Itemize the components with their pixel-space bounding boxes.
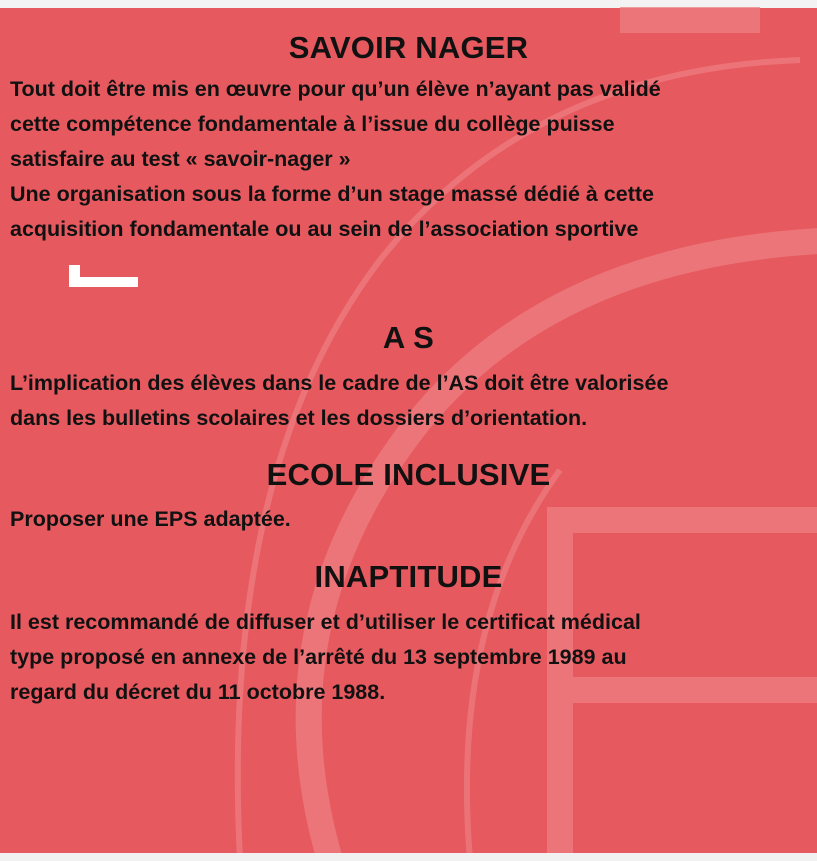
heading-inaptitude: INAPTITUDE xyxy=(314,559,503,594)
text-line: L’implication des élèves dans le cadre de l’AS doit être valorisée xyxy=(10,371,669,395)
content xyxy=(10,30,807,710)
text-line: type proposé en annexe de l’arrêté du 13 septembre 1989 au xyxy=(10,645,627,669)
bottom-border xyxy=(0,853,817,861)
text-line: Une organisation sous la forme d’un stage massé dédié à cette xyxy=(10,182,654,206)
text-line: Proposer une EPS adaptée. xyxy=(10,507,291,531)
paragraph-as xyxy=(10,366,807,436)
white-bracket-marker xyxy=(69,265,138,287)
heading-savoir-nager: SAVOIR NAGER xyxy=(288,30,529,65)
heading-ecole-inclusive: ECOLE INCLUSIVE xyxy=(266,457,551,492)
paragraph-inaptitude xyxy=(10,605,807,710)
text-line: Tout doit être mis en œuvre pour qu’un élève n’ayant pas validé xyxy=(10,77,661,101)
heading-as: A S xyxy=(382,320,435,355)
text-line: cette compétence fondamentale à l’issue du collège puisse xyxy=(10,112,615,136)
text-line: acquisition fondamentale ou au sein de l’association sportive xyxy=(10,217,639,241)
top-border xyxy=(0,0,817,8)
text-line: dans les bulletins scolaires et les dossiers d’orientation. xyxy=(10,406,588,430)
paragraph-savoir-nager xyxy=(10,72,807,247)
paragraph-ecole-inclusive xyxy=(10,502,807,537)
text-line: satisfaire au test « savoir-nager » xyxy=(10,147,351,171)
text-line: regard du décret du 11 octobre 1988. xyxy=(10,680,386,704)
text-line: Il est recommandé de diffuser et d’utiliser le certificat médical xyxy=(10,610,641,634)
